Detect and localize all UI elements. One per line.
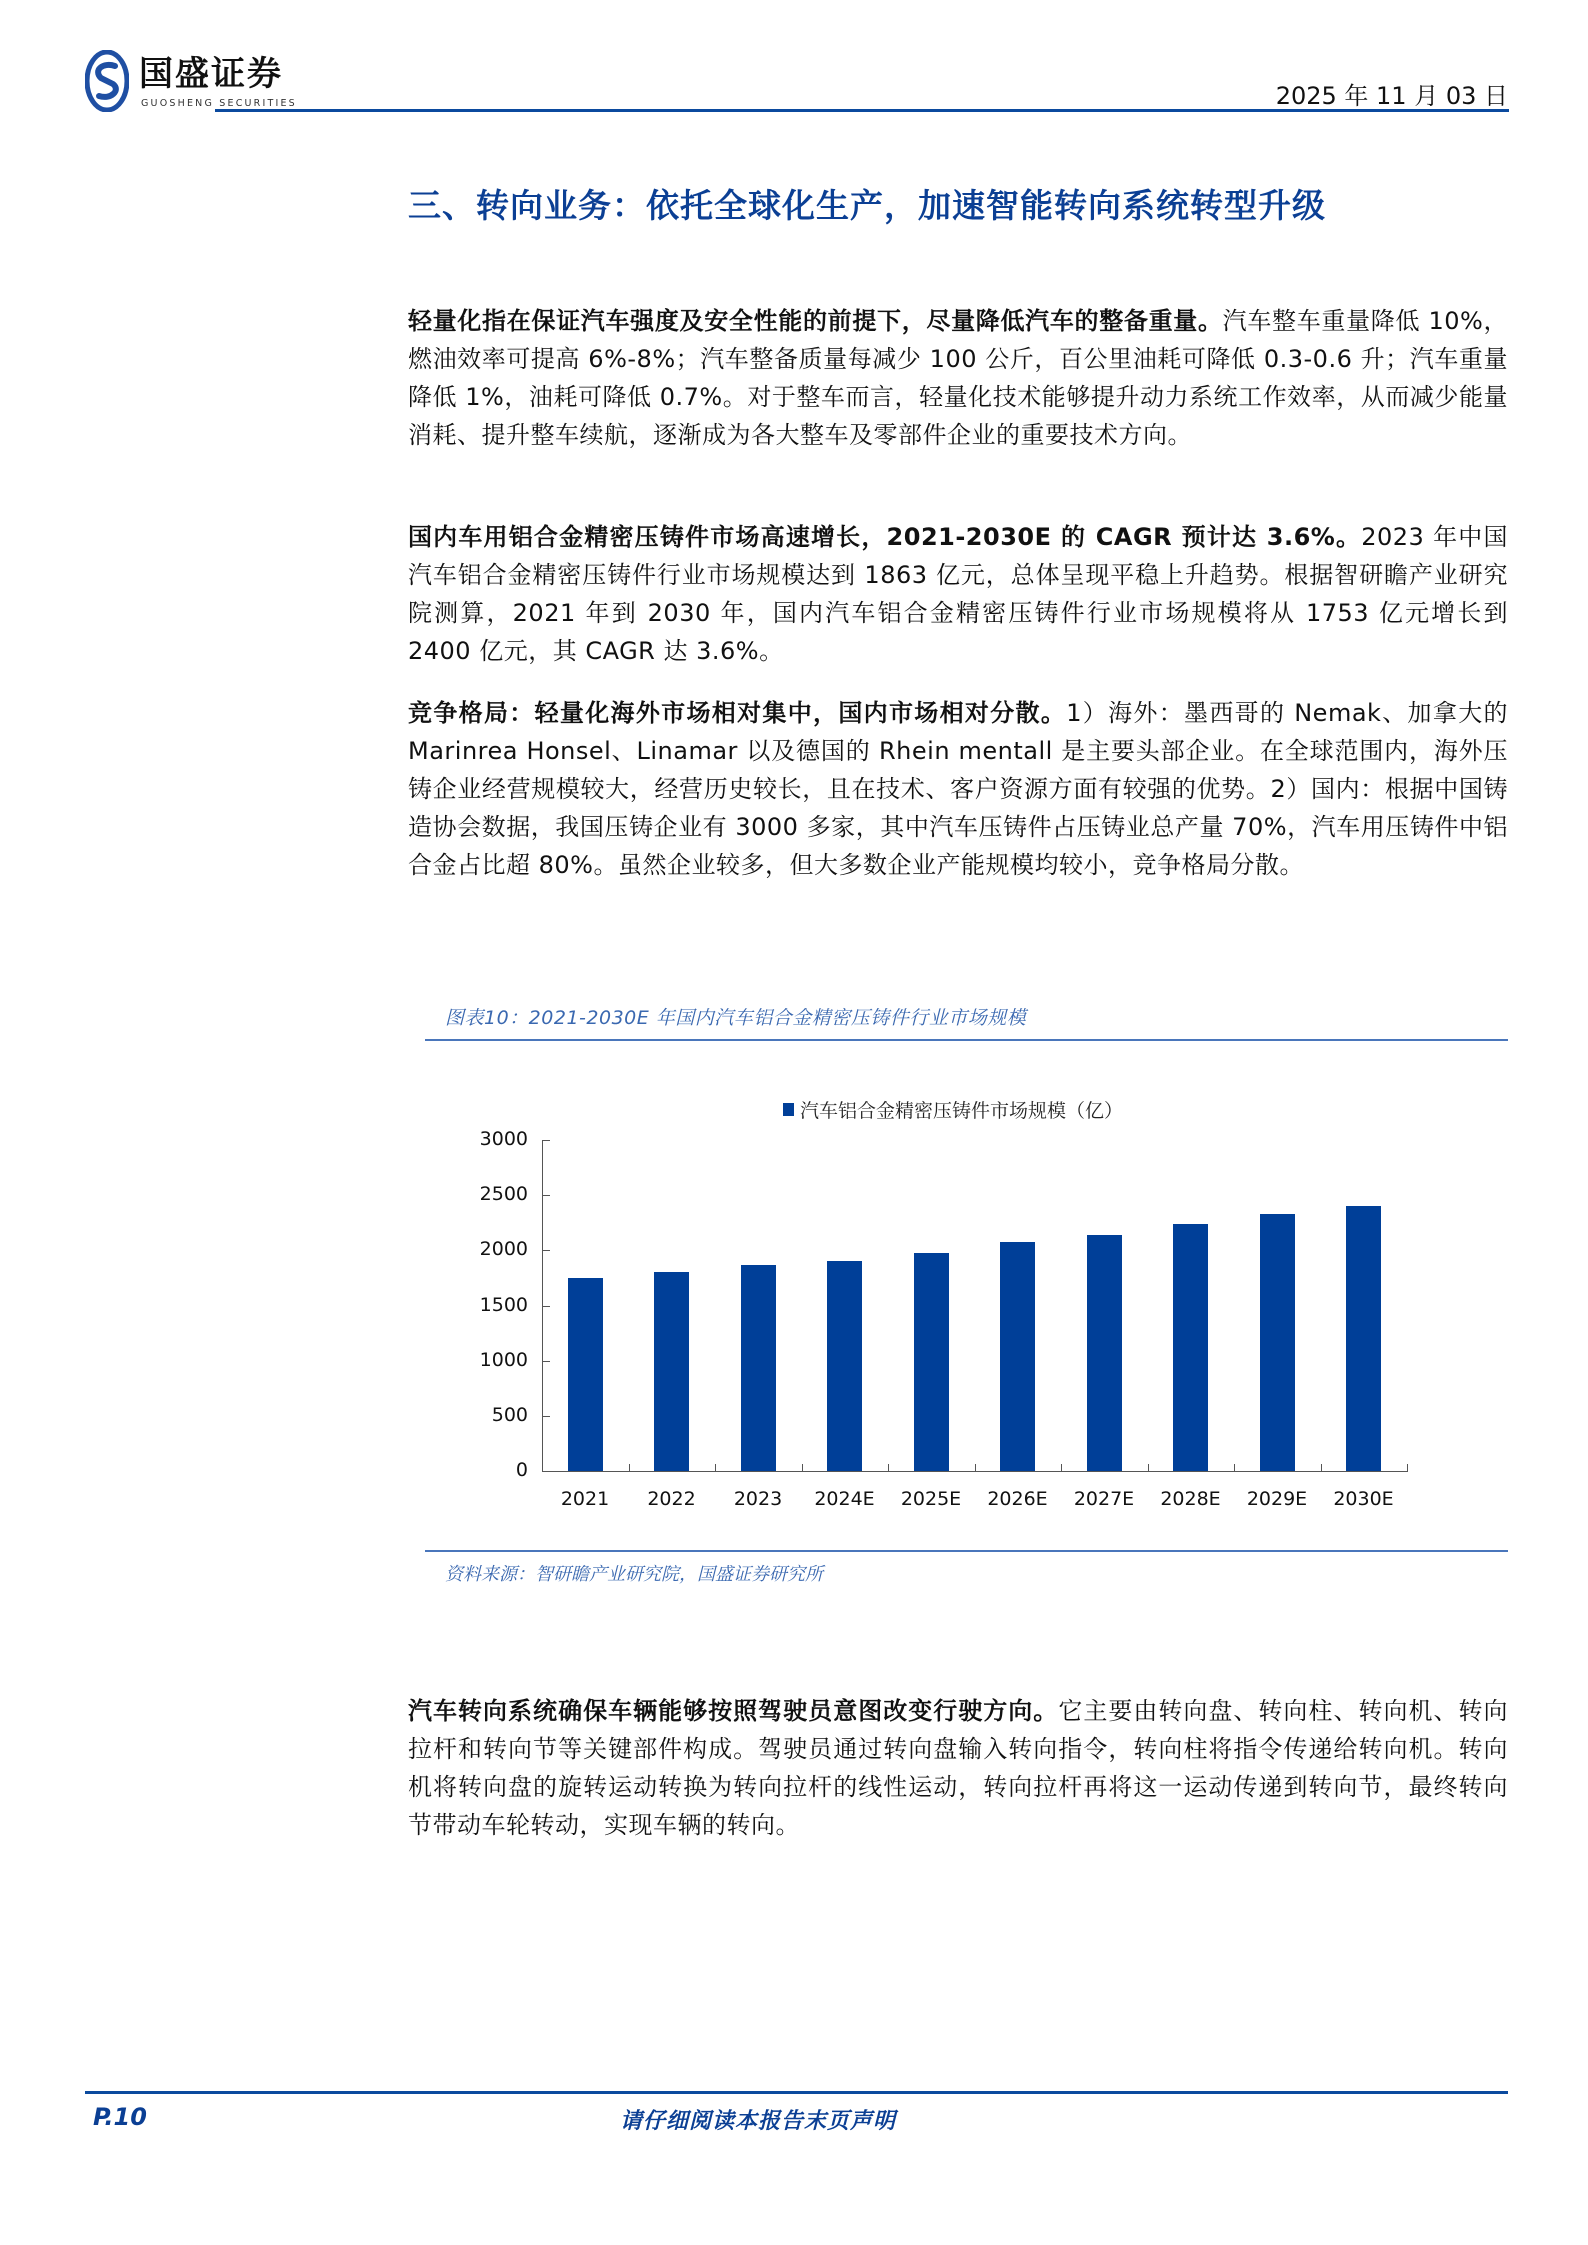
y-tick	[542, 1416, 550, 1417]
disclaimer-note: 请仔细阅读本报告末页声明	[620, 2109, 897, 2134]
x-tick-label: 2030E	[1333, 1488, 1394, 1510]
paragraph-body: 它主要由转向盘、转向柱、转向机、转向拉杆和转向节等关键部件构成。驾驶员通过转向盘输入转向指令，转向柱将指令传递给转向机。转向机将转向盘的旋转运动转换为转向拉杆的线性运动，转向拉杆再将这一运动传递到转向节，最终转向节带动车轮转动，实现车辆的转向。	[408, 1697, 1509, 1839]
y-tick	[542, 1471, 550, 1472]
figure-caption: 图表10：2021-2030E 年国内汽车铝合金精密压铸件行业市场规模	[445, 1007, 1027, 1029]
paragraph-lead: 国内车用铝合金精密压铸件市场高速增长，2021-2030E 的 CAGR 预计达 3.6%。	[408, 523, 1362, 551]
x-tick	[1321, 1464, 1322, 1472]
y-tick	[542, 1306, 550, 1307]
bar-2022	[654, 1272, 689, 1471]
x-tick	[629, 1464, 630, 1472]
x-tick-label: 2026E	[987, 1488, 1048, 1510]
logo-english-name: GUOSHENG SECURITIES	[141, 98, 297, 109]
paragraph-lightweight	[408, 302, 1508, 454]
paragraph-steering-system	[408, 1692, 1508, 1844]
bar-chart	[470, 1120, 1510, 1540]
paragraph-lead: 汽车转向系统确保车辆能够按照驾驶员意图改变行驶方向。	[408, 1697, 1059, 1725]
bar-2023	[741, 1265, 776, 1471]
x-tick-label: 2029E	[1246, 1488, 1308, 1510]
bar-2026E	[1000, 1242, 1035, 1471]
x-tick	[975, 1464, 976, 1472]
paragraph-body: 2023 年中国汽车铝合金精密压铸件行业市场规模达到 1863 亿元，总体呈现平稳上升趋势。根据智研瞻产业研究院测算，2021 年到 2030 年，国内汽车铝合金精密压铸件行业市场规模将从 1753 亿元增长到 2400 亿元，其 CAGR 达 3.6%。	[408, 523, 1508, 665]
paragraph-lead: 竞争格局：轻量化海外市场相对集中，国内市场相对分散。	[408, 699, 1067, 727]
bar-2025E	[914, 1253, 949, 1471]
x-tick-label: 2023	[733, 1488, 783, 1510]
figure-source: 资料来源：智研瞻产业研究院，国盛证券研究所	[445, 1564, 823, 1585]
section-title: 三、转向业务：依托全球化生产，加速智能转向系统转型升级	[408, 186, 1326, 225]
y-tick-label: 2000	[479, 1238, 528, 1261]
legend-swatch-icon	[783, 1103, 794, 1116]
x-tick	[1061, 1464, 1062, 1472]
x-tick-label: 2022	[647, 1488, 696, 1510]
bar-2027E	[1087, 1235, 1122, 1471]
bar-2024E	[827, 1261, 862, 1471]
paragraph-market-growth	[408, 518, 1508, 670]
bar-2028E	[1173, 1224, 1208, 1471]
paragraph-lead: 轻量化指在保证汽车强度及安全性能的前提下，尽量降低汽车的整备重量。	[408, 307, 1223, 335]
x-tick	[715, 1464, 716, 1472]
x-tick	[1148, 1464, 1149, 1472]
bar-2030E	[1346, 1206, 1381, 1471]
bar-2029E	[1260, 1214, 1295, 1471]
x-tick	[542, 1464, 543, 1472]
figure-top-rule	[425, 1039, 1508, 1041]
x-tick	[1234, 1464, 1235, 1472]
x-tick	[802, 1464, 803, 1472]
chart-legend	[783, 1096, 1123, 1123]
x-tick-label: 2027E	[1073, 1488, 1135, 1510]
paragraph-body: 1）海外：墨西哥的 Nemak、加拿大的 Marinrea Honsel、Linamar 以及德国的 Rhein mentall 是主要头部企业。在全球范围内，海外压铸企业经营规模较大，经营历史较长，且在技术、客户资源方面有较强的优势。2）国内：根据中国铸造协会数据，我国压铸企业有 3000 多家，其中汽车压铸件占压铸业总产量 70%，汽车用压铸件中铝合金占比超 80%。虽然企业较多，但大多数企业产能规模均较小，竞争格局分散。	[408, 699, 1509, 879]
y-tick-label: 0	[515, 1459, 528, 1481]
figure-bottom-rule	[425, 1550, 1508, 1552]
bar-2021	[568, 1278, 603, 1471]
y-tick-label: 1000	[479, 1348, 528, 1371]
paragraph-body: 汽车整车重量降低 10%，燃油效率可提高 6%-8%；汽车整备质量每减少 100 公斤，百公里油耗可降低 0.3-0.6 升；汽车重量降低 1%，油耗可降低 0.7%。对于整车而言，轻量化技术能够提升动力系统工作效率，从而减少能量消耗、提升整车续航，逐渐成为各大整车及零部件企业的重要技术方向。	[408, 307, 1508, 449]
x-tick-label: 2025E	[900, 1488, 962, 1510]
footer-divider	[85, 2091, 1508, 2094]
y-tick	[542, 1361, 550, 1362]
x-tick-label: 2024E	[814, 1488, 875, 1510]
x-tick	[888, 1464, 889, 1472]
y-tick	[542, 1140, 550, 1141]
report-date: 2025 年 11 月 03 日	[1275, 82, 1508, 110]
x-tick-label: 2028E	[1160, 1488, 1221, 1510]
y-tick-label: 2500	[479, 1183, 528, 1206]
x-tick-label: 2021	[560, 1488, 610, 1510]
y-tick	[542, 1250, 550, 1251]
guosheng-logo-icon	[85, 50, 129, 112]
page-number: P.10	[93, 2103, 147, 2131]
paragraph-competition	[408, 694, 1508, 884]
x-tick	[1407, 1464, 1408, 1472]
logo-chinese-name: 国盛证券	[139, 54, 283, 94]
y-tick	[542, 1195, 550, 1196]
company-logo	[85, 48, 325, 118]
legend-label: 汽车铝合金精密压铸件市场规模（亿）	[800, 1100, 1124, 1122]
y-tick-label: 1500	[479, 1293, 528, 1316]
y-tick-label: 500	[491, 1403, 528, 1426]
y-tick-label: 3000	[479, 1128, 528, 1150]
